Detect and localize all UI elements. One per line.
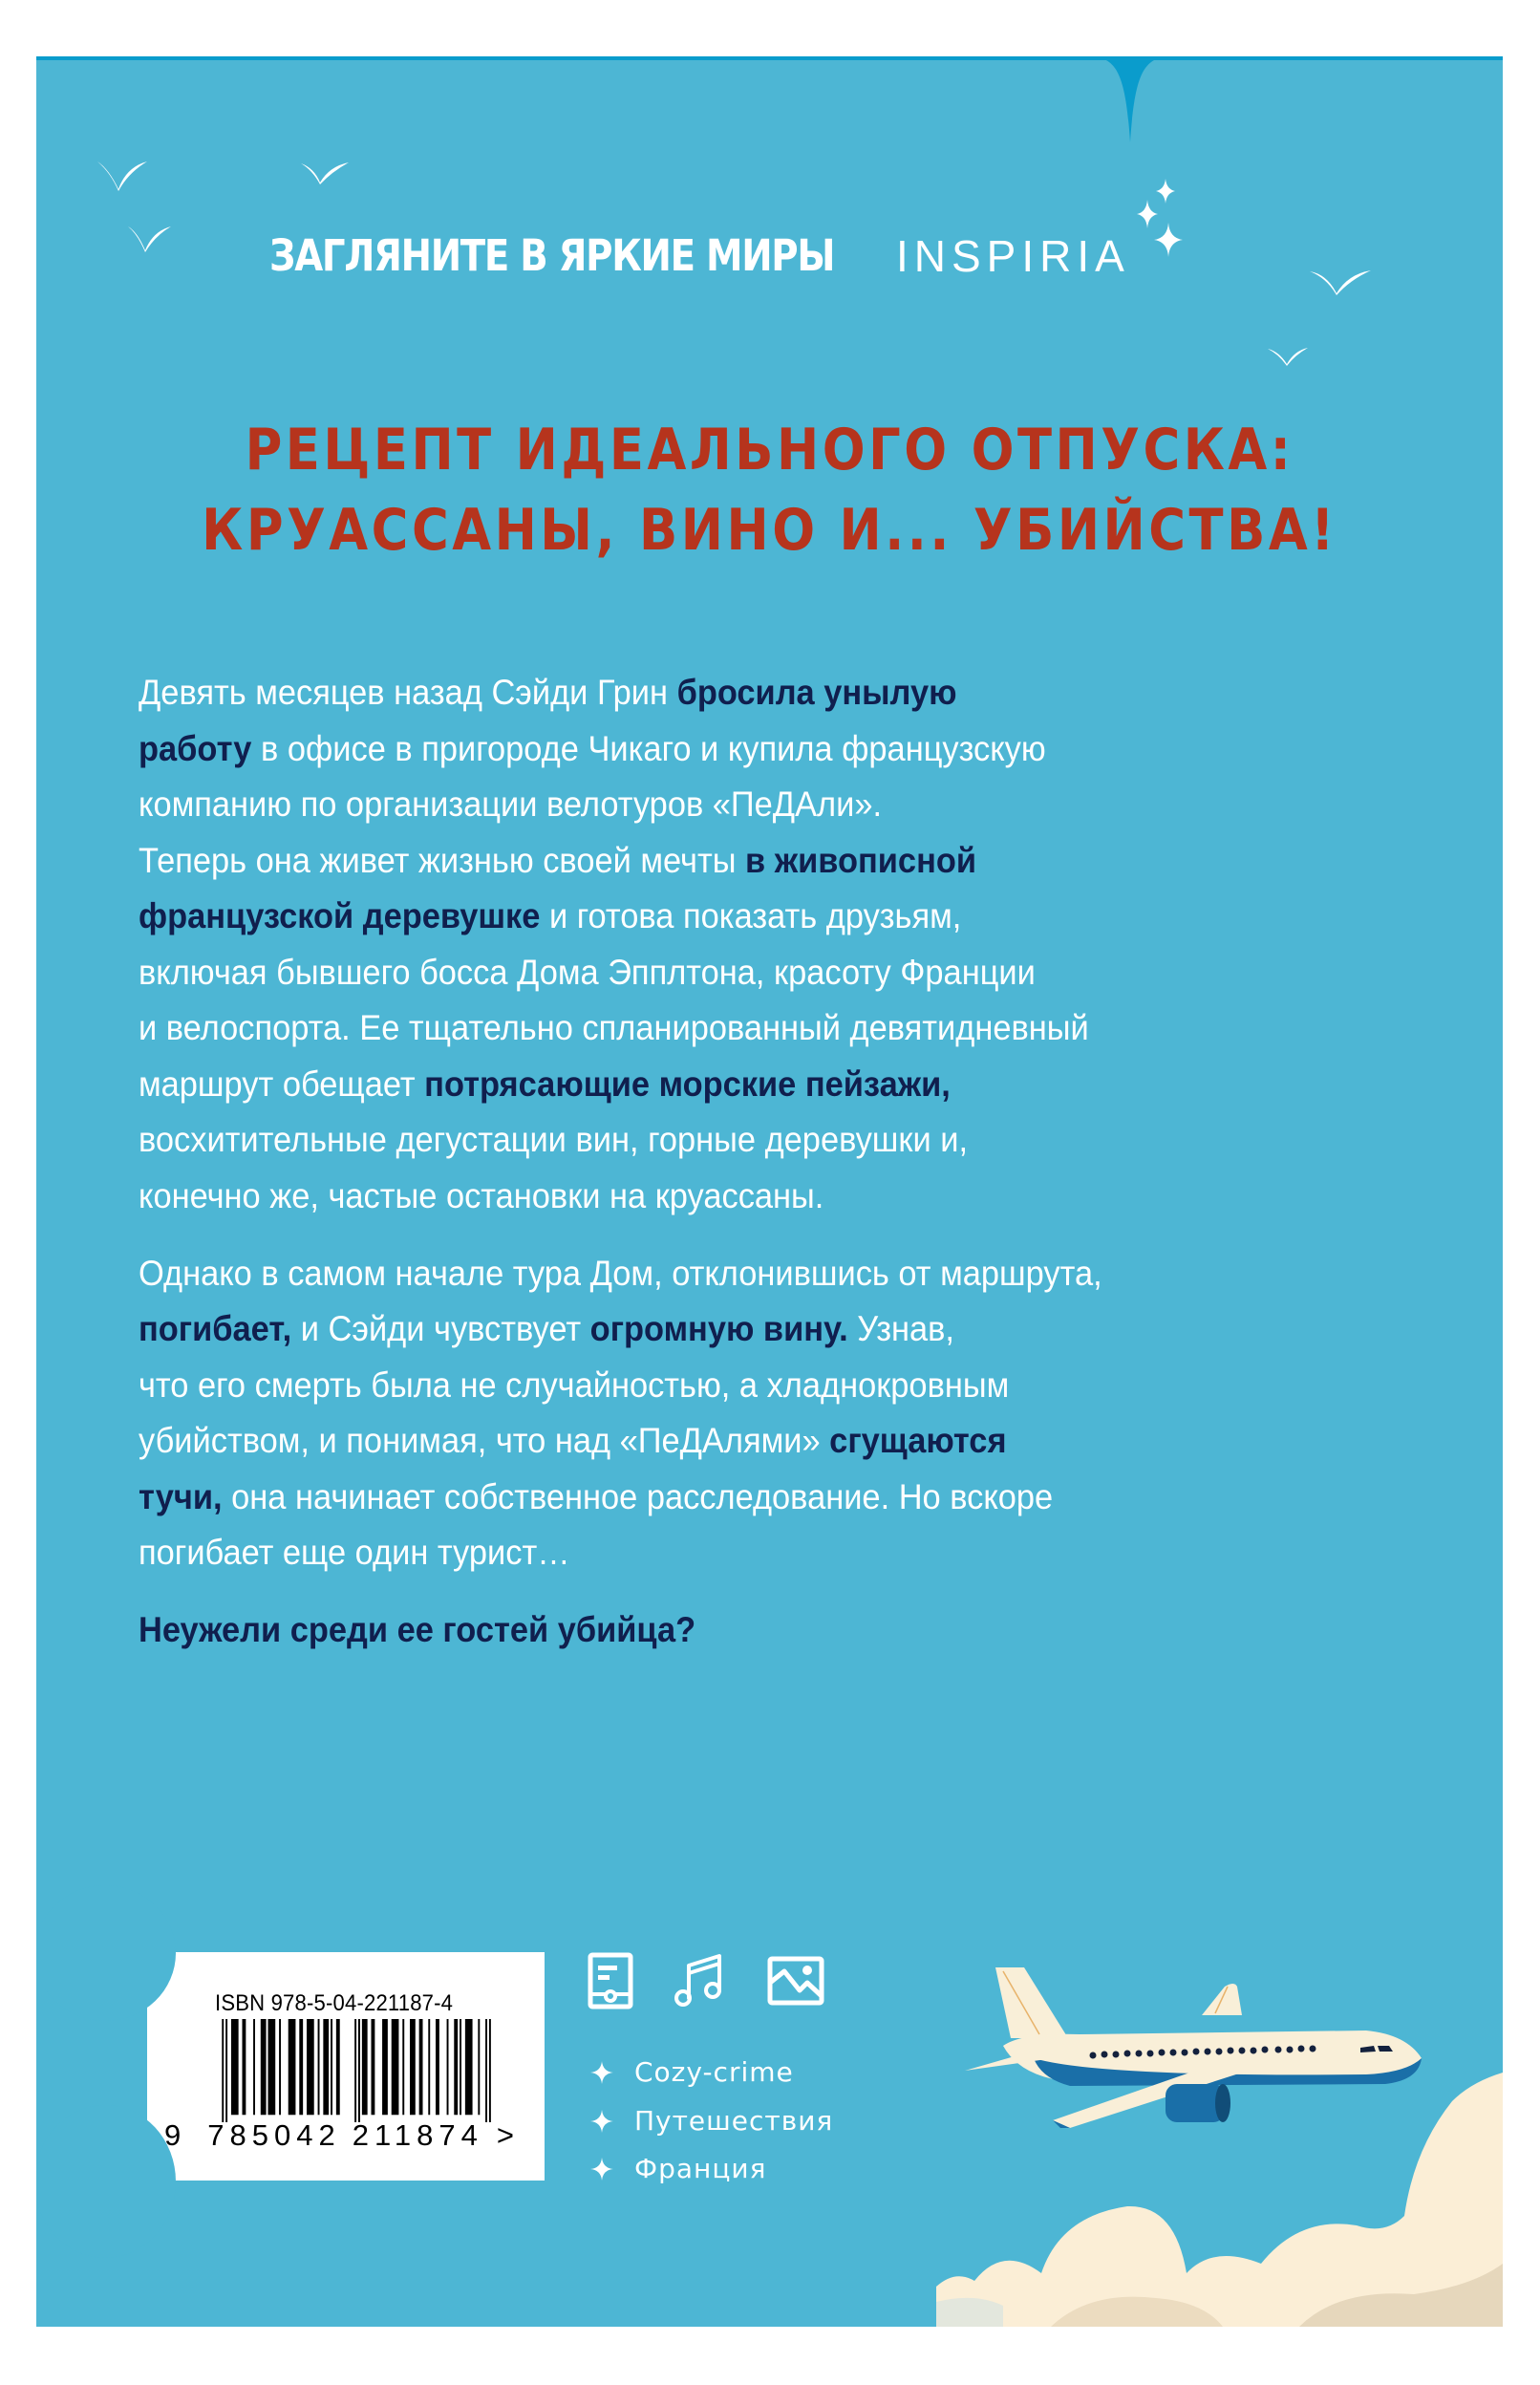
emphasis-text: бросила унылую (676, 673, 957, 712)
body-text: и Сэйди чувствует (291, 1309, 590, 1348)
seagull-icon (128, 225, 171, 252)
seagull-icon (301, 161, 349, 184)
body-text: Теперь она живет жизнью своей мечты (139, 840, 746, 880)
body-text: она начинает собственное расследование. Но вскоре (222, 1476, 1054, 1516)
emphasis-text: огромную вину. (589, 1309, 848, 1348)
emphasis-text: погибает, (139, 1309, 292, 1348)
text-line (139, 1112, 1294, 1169)
body-text: что его смерть была не случайностью, а хладнокровным (139, 1364, 1010, 1405)
isbn-label: ISBN 978-5-04-221187-4 (215, 1990, 454, 2016)
text-line (139, 1057, 1294, 1113)
text-line (139, 1525, 1294, 1581)
text-line (139, 833, 1294, 890)
body-text: погибает еще один турист… (139, 1533, 570, 1572)
ebook-icon (588, 1952, 633, 2009)
body-text: Однако в самом начале тура Дом, отклонившись от маршрута, (139, 1253, 1102, 1293)
annotation-paragraph-2 (139, 1246, 1380, 1581)
series-tagline: ЗАГЛЯНИТЕ В ЯРКИЕ МИРЫ (269, 230, 835, 281)
text-line (139, 1169, 1294, 1225)
seagull-icon (1268, 347, 1308, 366)
text-line (139, 665, 1294, 721)
emphasis-text: работу (139, 728, 252, 768)
text-line (139, 1000, 1294, 1057)
body-text: Узнав, (847, 1309, 954, 1348)
emphasis-text: тучи, (139, 1476, 223, 1516)
clouds-illustration (936, 2073, 1503, 2327)
text-line (139, 777, 1294, 833)
sparkle-bullet-icon (590, 2110, 613, 2133)
body-text: в офисе в пригороде Чикаго и купила французскую (251, 728, 1046, 768)
text-line (139, 945, 1294, 1001)
tag-cozy-crime: Cozy-crime (590, 2049, 833, 2097)
body-text: восхитительные дегустации вин, горные деревушки и, (139, 1120, 969, 1159)
publisher-brand: INSPIRIA (896, 231, 1130, 281)
text-line (139, 721, 1294, 778)
text-line (139, 1246, 1294, 1302)
emphasis-text: сгущаются (829, 1421, 1007, 1460)
music-note-icon (674, 1952, 725, 2008)
body-text: и готова показать друзьям, (540, 896, 962, 935)
headline (124, 410, 1415, 570)
sparkle-bullet-icon (590, 2061, 613, 2084)
top-notch-decoration (1087, 56, 1173, 238)
annotation-paragraph-1 (139, 665, 1380, 1224)
text-line (139, 889, 1294, 945)
image-icon (767, 1956, 824, 2006)
annotation-question: Неужели среди ее гостей убийца? (139, 1610, 696, 1649)
seagull-icon (97, 160, 147, 192)
body-text: маршрут обещает (139, 1064, 425, 1104)
body-text: и велоспорта. Ее тщательно спланированный девятидневный (139, 1008, 1089, 1047)
series-header (269, 230, 1130, 281)
emphasis-text: потрясающие морские пейзажи, (424, 1064, 951, 1104)
seagull-icon (1310, 269, 1371, 295)
sparkle-icon (1154, 223, 1183, 257)
genre-tags (590, 2049, 833, 2194)
text-line (139, 1301, 1294, 1358)
body-text: компанию по организации велотуров «ПеДАли». (139, 784, 883, 824)
annotation-text (139, 665, 1380, 1680)
top-edge-strip (36, 56, 1503, 60)
emphasis-text: в живописной (745, 840, 977, 880)
text-line (139, 1470, 1294, 1526)
barcode-notch-bottom (36, 2105, 176, 2258)
body-text: конечно же, частые остановки на круассаны. (139, 1175, 824, 1215)
emphasis-text: французской деревушке (139, 896, 541, 935)
barcode-panel (147, 1952, 545, 2181)
body-text: убийством, и понимая, что над «ПеДАлями» (139, 1421, 830, 1460)
barcode-digits: 9 785042 211874 > (164, 2118, 520, 2152)
tag-travel: Путешествия (590, 2097, 833, 2146)
barcode-notch-top (36, 1885, 176, 2021)
body-text: Девять месяцев назад Сэйди Грин (139, 673, 677, 712)
text-line (139, 1358, 1294, 1414)
tag-france: Франция (590, 2145, 833, 2194)
sparkle-icon (1156, 179, 1175, 204)
headline-line-1: РЕЦЕПТ ИДЕАЛЬНОГО ОТПУСКА: (245, 417, 1294, 483)
headline-line-2: КРУАССАНЫ, ВИНО И... УБИЙСТВА! (202, 497, 1337, 564)
text-line (139, 1413, 1294, 1470)
book-back-cover (36, 56, 1503, 2327)
barcode-bars (215, 2019, 502, 2122)
sparkle-bullet-icon (590, 2158, 613, 2181)
body-text: включая бывшего босса Дома Эпплтона, красоту Франции (139, 952, 1036, 992)
